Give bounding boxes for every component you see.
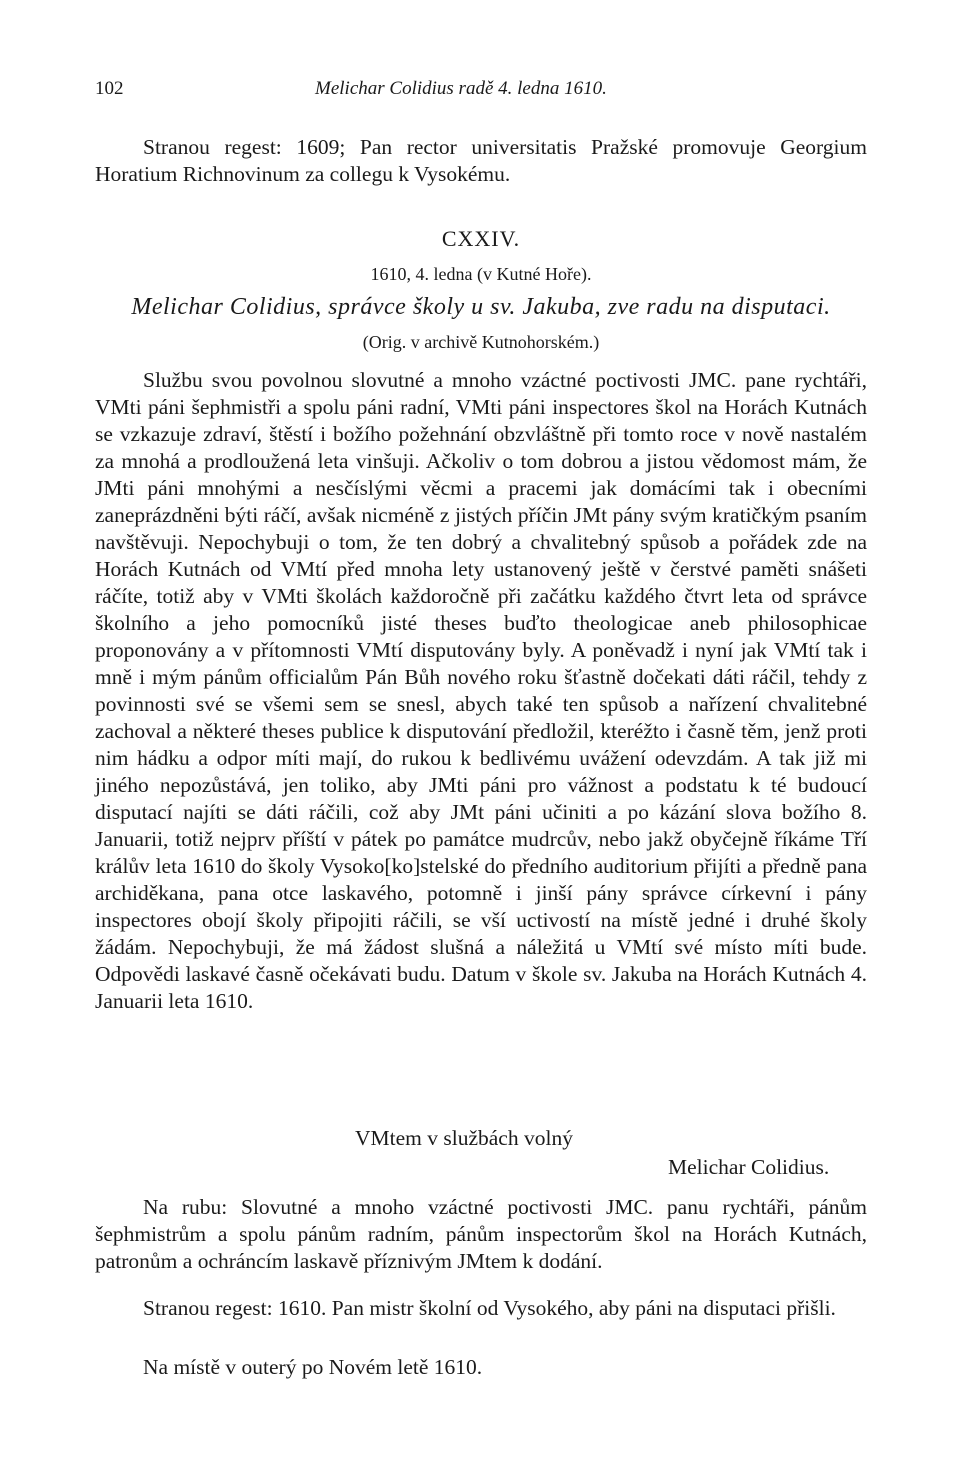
document-source: (Orig. v archivě Kutnohorském.)	[362, 332, 600, 352]
letter-body: Službu svou povolnou slovutné a mnoho vzáctné poctivosti JMC. pane rychtáři, VMti páni šephmistři a spolu páni radní, VMti páni inspectores škol na Horách Kutnách se vzkazuje zdraví, štěstí i božího požehnání obzvláštně při tomto roce v nově nastalém za mnohá a prodloužená leta vinšuji. Ačkoliv o tom dobrou a jistou vědomost mám, že JMti páni mnohými a nesčíslými věcmi a pracemi jak domácími tak i obecními zaneprázdněni býti ráčí, avšak nicméně z jistých příčin JMt pány svým kratičkým psaním navštěvuji. Nepochybuji o tom, že ten dobrý a chvalitebný spůsob a pořádek zde na Horách Kutnách od VMtí před mnoha lety ustanovený ještě v čerstvé paměti snášeti ráčíte, totiž aby v VMti školách každoročně při začátku každého čtvrt leta od správce školního a jeho pomocníků jisté theses buďto theologicae aneb philosophicae proponovány a v přítomnosti VMtí disputovány byly. A poněvadž i nyní jak VMtí tak i mně i mým pánům officialům Pán Bůh nového roku šťastně dočekati dáti ráčil, tehdy z povinnosti své se všemi sem se snesl, abych také ten spůsob a nařízení chvalitebné zachoval a některé theses publice k disputování předložil, kteréžto i časně těm, jenž proti nim hádku a odpor míti mají, do rukou k bedlivému uvážení odevzdám. A tak již mi jiného nepozůstává, jen toliko, aby JMti páni pro vážnost a podstatu k té budoucí disputací najíti se dáti ráčili, což aby JMt páni učiniti a po kázání slova božího 8. Januarii, totiž nejprv příští v pátek po památce mudrcův, nebo jakž obyčejně říkáme Tří králův leta 1610 do školy Vysoko[ko]stelské do předního auditorium přijíti a předně pana archiděkana, pana otce laskavého, potomně i jinší pány správce církevní i pány inspectores obojí školy připojiti ráčili, se vší uctivostí na místě jedné i druhé školy žádám. Nepochybuji, že má žádost slušná a náležitá u VMtí své místo míti bude. Odpovědi laskavé časně očekávati budu. Datum v škole sv. Jakuba na Horách Kutnách 4. Januarii leta 1610.	[95, 368, 867, 1013]
running-head: Melichar Colidius radě 4. ledna 1610.	[315, 78, 607, 99]
intro-regest: Stranou regest: 1609; Pan rector universitatis Pražské promovuje Georgium Horatium Richnovinum za collegu k Vysokému.	[95, 135, 867, 186]
closing-line: Na místě v outerý po Novém letě 1610.	[143, 1355, 483, 1379]
document-numeral: CXXIV.	[441, 226, 521, 251]
page-header	[95, 78, 865, 104]
closing-regest-block	[95, 1295, 867, 1322]
document-date-place: 1610, 4. ledna (v Kutné Hoře).	[370, 264, 592, 284]
address-note: Na rubu: Slovutné a mnoho vzáctné poctivosti JMC. panu rychtáři, pánům šephmistrům a spolu pánům radním, pánům inspectorům škol na Horách Kutnách, patronům a ochráncím laskavě příznivým JMtem k dodání.	[95, 1195, 867, 1273]
letter-signature: Melichar Colidius.	[668, 1155, 830, 1179]
page-number: 102	[95, 78, 124, 99]
letter-greeting: VMtem v službách volný	[355, 1126, 573, 1150]
address-note-block	[95, 1194, 867, 1275]
intro-regest-block	[95, 134, 867, 188]
closing-regest: Stranou regest: 1610. Pan mistr školní od Vysokého, aby páni na disputaci přišli.	[143, 1296, 836, 1320]
document-title: Melichar Colidius, správce školy u sv. Jakuba, zve radu na disputaci.	[131, 294, 831, 320]
letter-body-block	[95, 367, 867, 1015]
